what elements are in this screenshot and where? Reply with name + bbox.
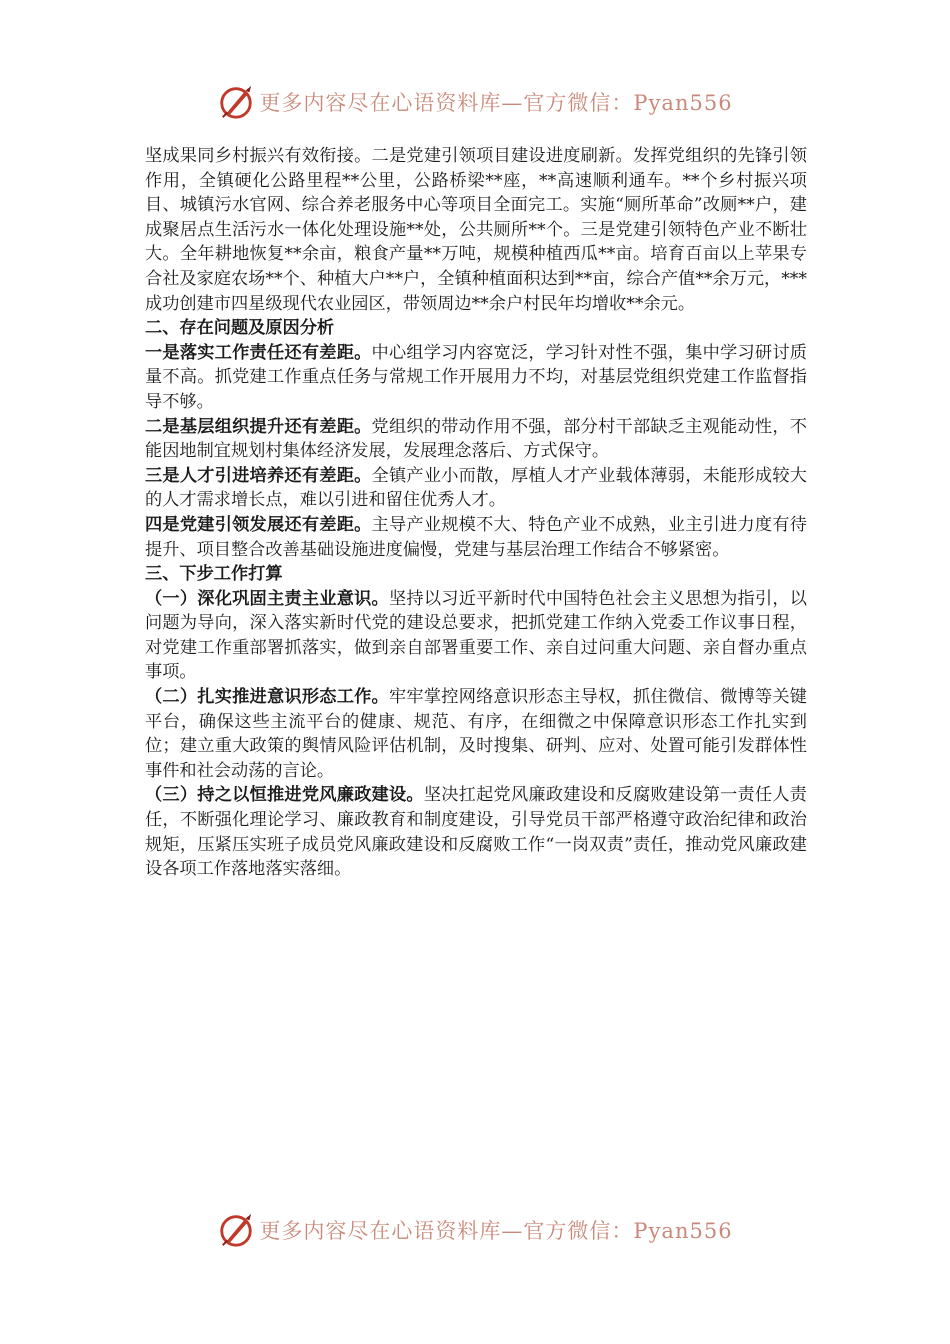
problem-item-text: 中心组学习内容宽泛，学习针对性不强，集中学习研讨质量不高。抓党建工作重点任务与常规工作开展用力不均，对基层党组织党建工作监督指导不够。 [145, 342, 807, 412]
plan-item-text: 坚持以习近平新时代中国特色社会主义思想为指引，以问题为导向，深入落实新时代党的建设总要求，把抓党建工作纳入党委工作议事日程，对党建工作重部署抓落实，做到亲自部署重要工作、亲自过问重大问题、亲自督办重点事项。 [145, 588, 807, 683]
problem-item-text: 全镇产业小而散，厚植人才产业载体薄弱，未能形成较大的人才需求增长点，难以引进和留住优秀人才。 [145, 465, 807, 511]
problem-item-lead: 一是落实工作责任还有差距。 [145, 342, 372, 363]
intro-paragraph: 坚成果同乡村振兴有效衔接。二是党建引领项目建设进度刷新。发挥党组织的先锋引领作用，全镇硬化公路里程**公里，公路桥梁**座，**高速顺利通车。**个乡村振兴项目、城镇污水官网、综合养老服务中心等项目全面完工。实施“厕所革命”改厕**户，建成聚居点生活污水一体化处理设施**处，公共厕所**个。三是党建引领特色产业不断壮大。全年耕地恢复**余亩，粮食产量**万吨，规模种植西瓜**亩。培育百亩以上苹果专合社及家庭农场**个、种植大户**户，全镇种植面积达到**亩，综合产值**余万元，***成功创建市四星级现代农业园区，带领周边**余户村民年均增收**余元。 [145, 146, 807, 314]
section-heading-plans: 三、下步工作打算 [145, 564, 283, 585]
problem-item-lead: 三是人才引进培养还有差距。 [145, 465, 372, 486]
section-heading-problems: 二、存在问题及原因分析 [145, 318, 335, 339]
problem-item-text: 党组织的带动作用不强，部分村干部缺乏主观能动性，不能因地制宜规划村集体经济发展，发展理念落后、方式保守。 [145, 416, 807, 462]
problem-item-lead: 二是基层组织提升还有差距。 [145, 416, 372, 437]
document-body [145, 144, 807, 882]
problem-item [145, 415, 807, 464]
problem-item-lead: 四是党建引领发展还有差距。 [145, 514, 372, 535]
quill-logo-icon [217, 1211, 255, 1249]
problem-item [145, 464, 807, 513]
plan-item-lead: （三）持之以恒推进党风廉政建设。 [145, 785, 424, 806]
plan-item-text: 坚决扛起党风廉政建设和反腐败建设第一责任人责任，不断强化理论学习、廉政教育和制度建设，引导党员干部严格遵守政治纪律和政治规矩，压紧压实班子成员党风廉政建设和反腐败工作“一岗双责”责任，推动党风廉政建设各项工作落地落实落细。 [145, 785, 807, 880]
plan-item [145, 783, 807, 881]
header-banner [0, 80, 950, 124]
plan-item-lead: （二）扎实推进意识形态工作。 [145, 687, 389, 708]
quill-logo-icon [217, 83, 255, 121]
banner-text: 更多内容尽在心语资料库—官方微信：Pyan556 [259, 1219, 733, 1243]
problem-item [145, 513, 807, 562]
problem-item [145, 341, 807, 415]
plan-item-lead: （一）深化巩固主责主业意识。 [145, 588, 389, 609]
problem-item-text: 主导产业规模不大、特色产业不成熟，业主引进力度有待提升、项目整合改善基础设施进度偏慢，党建与基层治理工作结合不够紧密。 [145, 514, 807, 560]
plan-item-text: 牢牢掌控网络意识形态主导权，抓住微信、微博等关键平台，确保这些主流平台的健康、规范、有序，在细微之中保障意识形态工作扎实到位；建立重大政策的舆情风险评估机制，及时搜集、研判、应对、处置可能引发群体性事件和社会动荡的言论。 [145, 687, 807, 781]
plan-item [145, 587, 807, 685]
footer-banner [0, 1208, 950, 1252]
banner-text: 更多内容尽在心语资料库—官方微信：Pyan556 [259, 91, 733, 115]
plan-item [145, 685, 807, 783]
